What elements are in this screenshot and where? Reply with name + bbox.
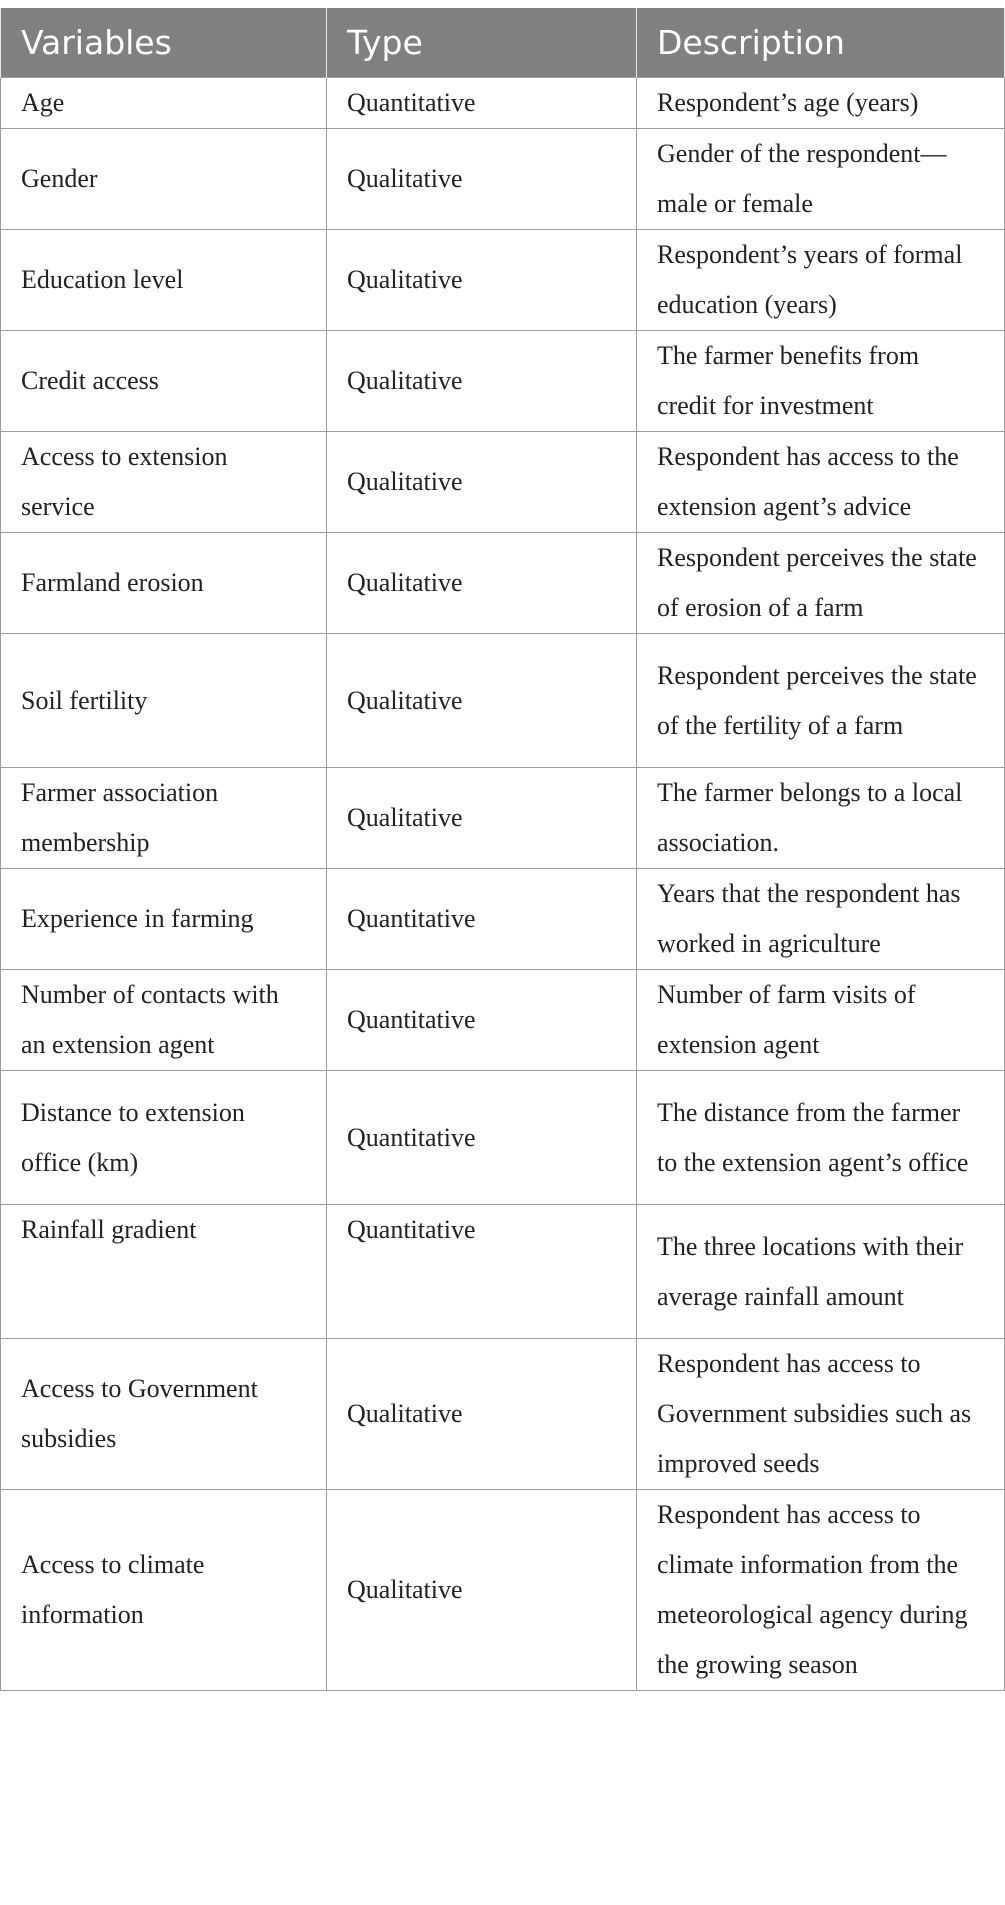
type-cell: Quantitative xyxy=(327,78,637,129)
description-cell: Respondent has access to Government subsidies such as improved seeds xyxy=(637,1339,1005,1490)
description-cell: Respondent perceives the state of erosion of a farm xyxy=(637,533,1005,634)
header-row xyxy=(1,8,1005,78)
type-cell: Qualitative xyxy=(327,1490,637,1691)
header-type: Type xyxy=(327,8,637,78)
variable-cell: Access to climate information xyxy=(1,1490,327,1691)
type-cell: Qualitative xyxy=(327,331,637,432)
table-row xyxy=(1,970,1005,1071)
variable-cell: Farmland erosion xyxy=(1,533,327,634)
table-row xyxy=(1,533,1005,634)
description-cell: Number of farm visits of extension agent xyxy=(637,970,1005,1071)
description-cell: Respondent has access to climate information from the meteorological agency during the growing season xyxy=(637,1490,1005,1691)
table-row xyxy=(1,129,1005,230)
description-cell: Years that the respondent has worked in agriculture xyxy=(637,869,1005,970)
header-description: Description xyxy=(637,8,1005,78)
description-cell: Respondent has access to the extension agent’s advice xyxy=(637,432,1005,533)
table-row xyxy=(1,432,1005,533)
description-cell: The farmer belongs to a local association. xyxy=(637,768,1005,869)
variable-cell: Number of contacts with an extension agent xyxy=(1,970,327,1071)
type-cell: Qualitative xyxy=(327,129,637,230)
variable-cell: Access to Government subsidies xyxy=(1,1339,327,1490)
variable-cell: Gender xyxy=(1,129,327,230)
type-cell: Quantitative xyxy=(327,970,637,1071)
table-row xyxy=(1,1205,1005,1339)
description-cell: The distance from the farmer to the extension agent’s office xyxy=(637,1071,1005,1205)
type-cell: Qualitative xyxy=(327,634,637,768)
table-row xyxy=(1,1339,1005,1490)
table-row xyxy=(1,331,1005,432)
description-cell: Respondent’s age (years) xyxy=(637,78,1005,129)
type-cell: Quantitative xyxy=(327,1205,637,1339)
description-cell: Respondent perceives the state of the fertility of a farm xyxy=(637,634,1005,768)
table-row xyxy=(1,634,1005,768)
table-row xyxy=(1,78,1005,129)
description-cell: The three locations with their average rainfall amount xyxy=(637,1205,1005,1339)
table-header xyxy=(1,8,1005,78)
description-cell: Respondent’s years of formal education (years) xyxy=(637,230,1005,331)
variable-cell: Farmer association membership xyxy=(1,768,327,869)
variable-cell: Distance to extension office (km) xyxy=(1,1071,327,1205)
table-row xyxy=(1,768,1005,869)
table-body xyxy=(1,78,1005,1691)
description-cell: Gender of the respondent—male or female xyxy=(637,129,1005,230)
table-row xyxy=(1,1071,1005,1205)
header-variables: Variables xyxy=(1,8,327,78)
variables-table xyxy=(0,8,1005,1691)
variable-cell: Credit access xyxy=(1,331,327,432)
table-row xyxy=(1,869,1005,970)
table-row xyxy=(1,1490,1005,1691)
type-cell: Quantitative xyxy=(327,1071,637,1205)
variable-cell: Experience in farming xyxy=(1,869,327,970)
type-cell: Quantitative xyxy=(327,869,637,970)
variable-cell: Rainfall gradient xyxy=(1,1205,327,1339)
type-cell: Qualitative xyxy=(327,533,637,634)
description-cell: The farmer benefits from credit for investment xyxy=(637,331,1005,432)
type-cell: Qualitative xyxy=(327,432,637,533)
type-cell: Qualitative xyxy=(327,1339,637,1490)
variable-cell: Education level xyxy=(1,230,327,331)
table-row xyxy=(1,230,1005,331)
type-cell: Qualitative xyxy=(327,768,637,869)
type-cell: Qualitative xyxy=(327,230,637,331)
variable-cell: Soil fertility xyxy=(1,634,327,768)
variable-cell: Age xyxy=(1,78,327,129)
variable-cell: Access to extension service xyxy=(1,432,327,533)
